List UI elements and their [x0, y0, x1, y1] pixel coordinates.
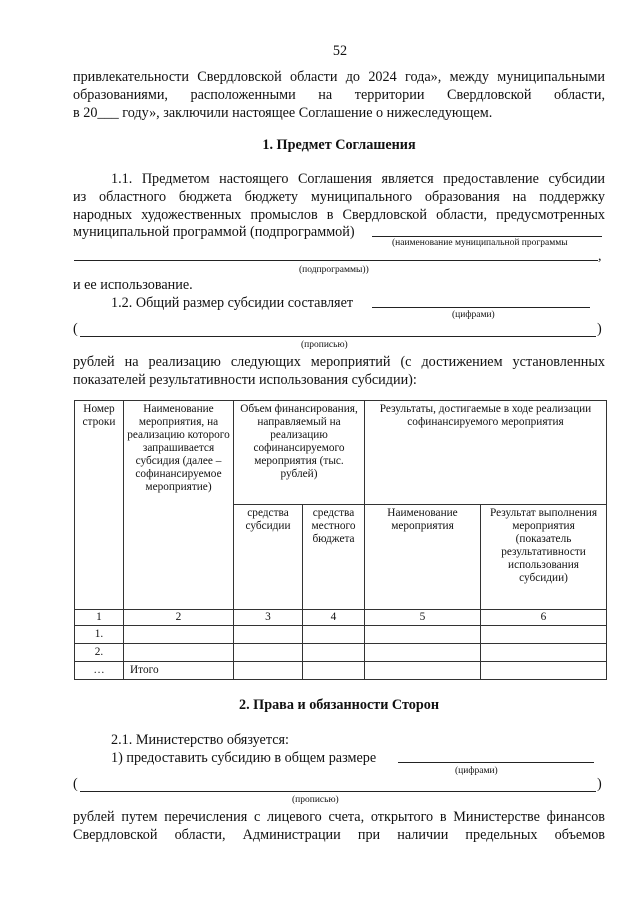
col-number-3: 3 [234, 610, 303, 626]
col-number-1: 1 [75, 610, 124, 626]
col-number-6: 6 [481, 610, 607, 626]
s1-p3-line-1: рублей на реализацию следующих мероприятий (с достижением установленных [73, 354, 605, 370]
intro-line-3: в 20___ году», заключили настоящее Соглашение о нижеследующем. [73, 105, 493, 121]
header-results: Результаты, достигаемые в ходе реализации софинансируемого мероприятия [365, 401, 607, 505]
total-words-close: ) [597, 776, 602, 792]
amount-words-blank [80, 336, 596, 337]
header-local-budget: средства местного бюджета [303, 505, 365, 610]
intro-line-1: привлекательности Свердловской области до 2024 года», между муниципальными [73, 69, 605, 85]
blank-comma: , [598, 249, 602, 264]
header-financing-volume: Объем финансирования, направляемый на реализацию софинансируемого мероприятия (тыс. рублей) [234, 401, 365, 505]
cell-local [303, 626, 365, 644]
hint-words-1: (прописью) [301, 340, 348, 350]
s1-p1-end: и ее использование. [73, 277, 193, 293]
row-number: 2. [75, 644, 124, 662]
cell-subsidy [234, 662, 303, 680]
s2-p2: 1) предоставить субсидию в общем размере [111, 750, 377, 766]
s1-p2: 1.2. Общий размер субсидии составляет [111, 295, 354, 311]
cell-subsidy [234, 626, 303, 644]
s1-p1-line-3: народных художественных промыслов в Свердловской области, предусмотренных [73, 207, 605, 223]
amount-words-open: ( [73, 321, 78, 337]
amount-words-close: ) [597, 321, 602, 337]
header-subsidy-funds: средства субсидии [234, 505, 303, 610]
s2-p3-line-1: рублей путем перечисления с лицевого счета, открытого в Министерстве финансов [73, 809, 605, 825]
col-number-2: 2 [124, 610, 234, 626]
hint-digits-2: (цифрами) [455, 766, 498, 776]
cell-subsidy [234, 644, 303, 662]
header-row-number: Номер строки [75, 401, 124, 610]
s1-p1-line-2: из областного бюджета бюджету муниципального образования на поддержку [73, 189, 605, 205]
page-number: 52 [332, 43, 348, 59]
hint-digits-1: (цифрами) [452, 310, 495, 320]
program-name-blank [372, 236, 602, 237]
header-activity-name: Наименование мероприятия [365, 505, 481, 610]
s2-p1: 2.1. Министерство обязуется: [111, 732, 289, 748]
row-number: … [75, 662, 124, 680]
total-words-open: ( [73, 776, 78, 792]
section-1-title: 1. Предмет Соглашения [262, 137, 416, 153]
hint-words-2: (прописью) [292, 795, 339, 805]
row-number: 1. [75, 626, 124, 644]
header-event-name: Наименование мероприятия, на реализацию которого запрашивается субсидия (далее – софинансируемое мероприятие) [124, 401, 234, 610]
cell-local [303, 644, 365, 662]
col-number-4: 4 [303, 610, 365, 626]
subsidy-table [74, 400, 607, 680]
row-name [124, 626, 234, 644]
cell-local [303, 662, 365, 680]
s1-p1-line-1: 1.1. Предметом настоящего Соглашения является предоставление субсидии [111, 171, 605, 187]
hint-program: (наименование муниципальной программы [392, 238, 568, 248]
cell-result [481, 644, 607, 662]
table-row-total [75, 662, 607, 680]
total-digits-blank [398, 762, 594, 763]
cell-activity [365, 644, 481, 662]
intro-line-2: образованиями, расположенными на территории Свердловской области, [73, 87, 605, 103]
cell-result [481, 662, 607, 680]
subprogram-name-blank [74, 260, 598, 261]
col-number-5: 5 [365, 610, 481, 626]
total-words-blank [80, 791, 596, 792]
cell-activity [365, 662, 481, 680]
s1-p1-line-4: муниципальной программой (подпрограммой) [73, 224, 355, 240]
amount-digits-blank [372, 307, 590, 308]
table-row [75, 626, 607, 644]
table-row [75, 644, 607, 662]
cell-activity [365, 626, 481, 644]
row-name [124, 644, 234, 662]
section-2-title: 2. Права и обязанности Сторон [238, 697, 440, 713]
header-result: Результат выполнения мероприятия (показатель результативности использования субсидии) [481, 505, 607, 610]
cell-result [481, 626, 607, 644]
s1-p3-line-2: показателей результативности использования субсидии): [73, 372, 417, 388]
hint-subprogram: (подпрограммы)) [299, 265, 369, 275]
row-name: Итого [124, 662, 234, 680]
s2-p3-line-2: Свердловской области, Администрации при наличии предельных объемов [73, 827, 605, 843]
